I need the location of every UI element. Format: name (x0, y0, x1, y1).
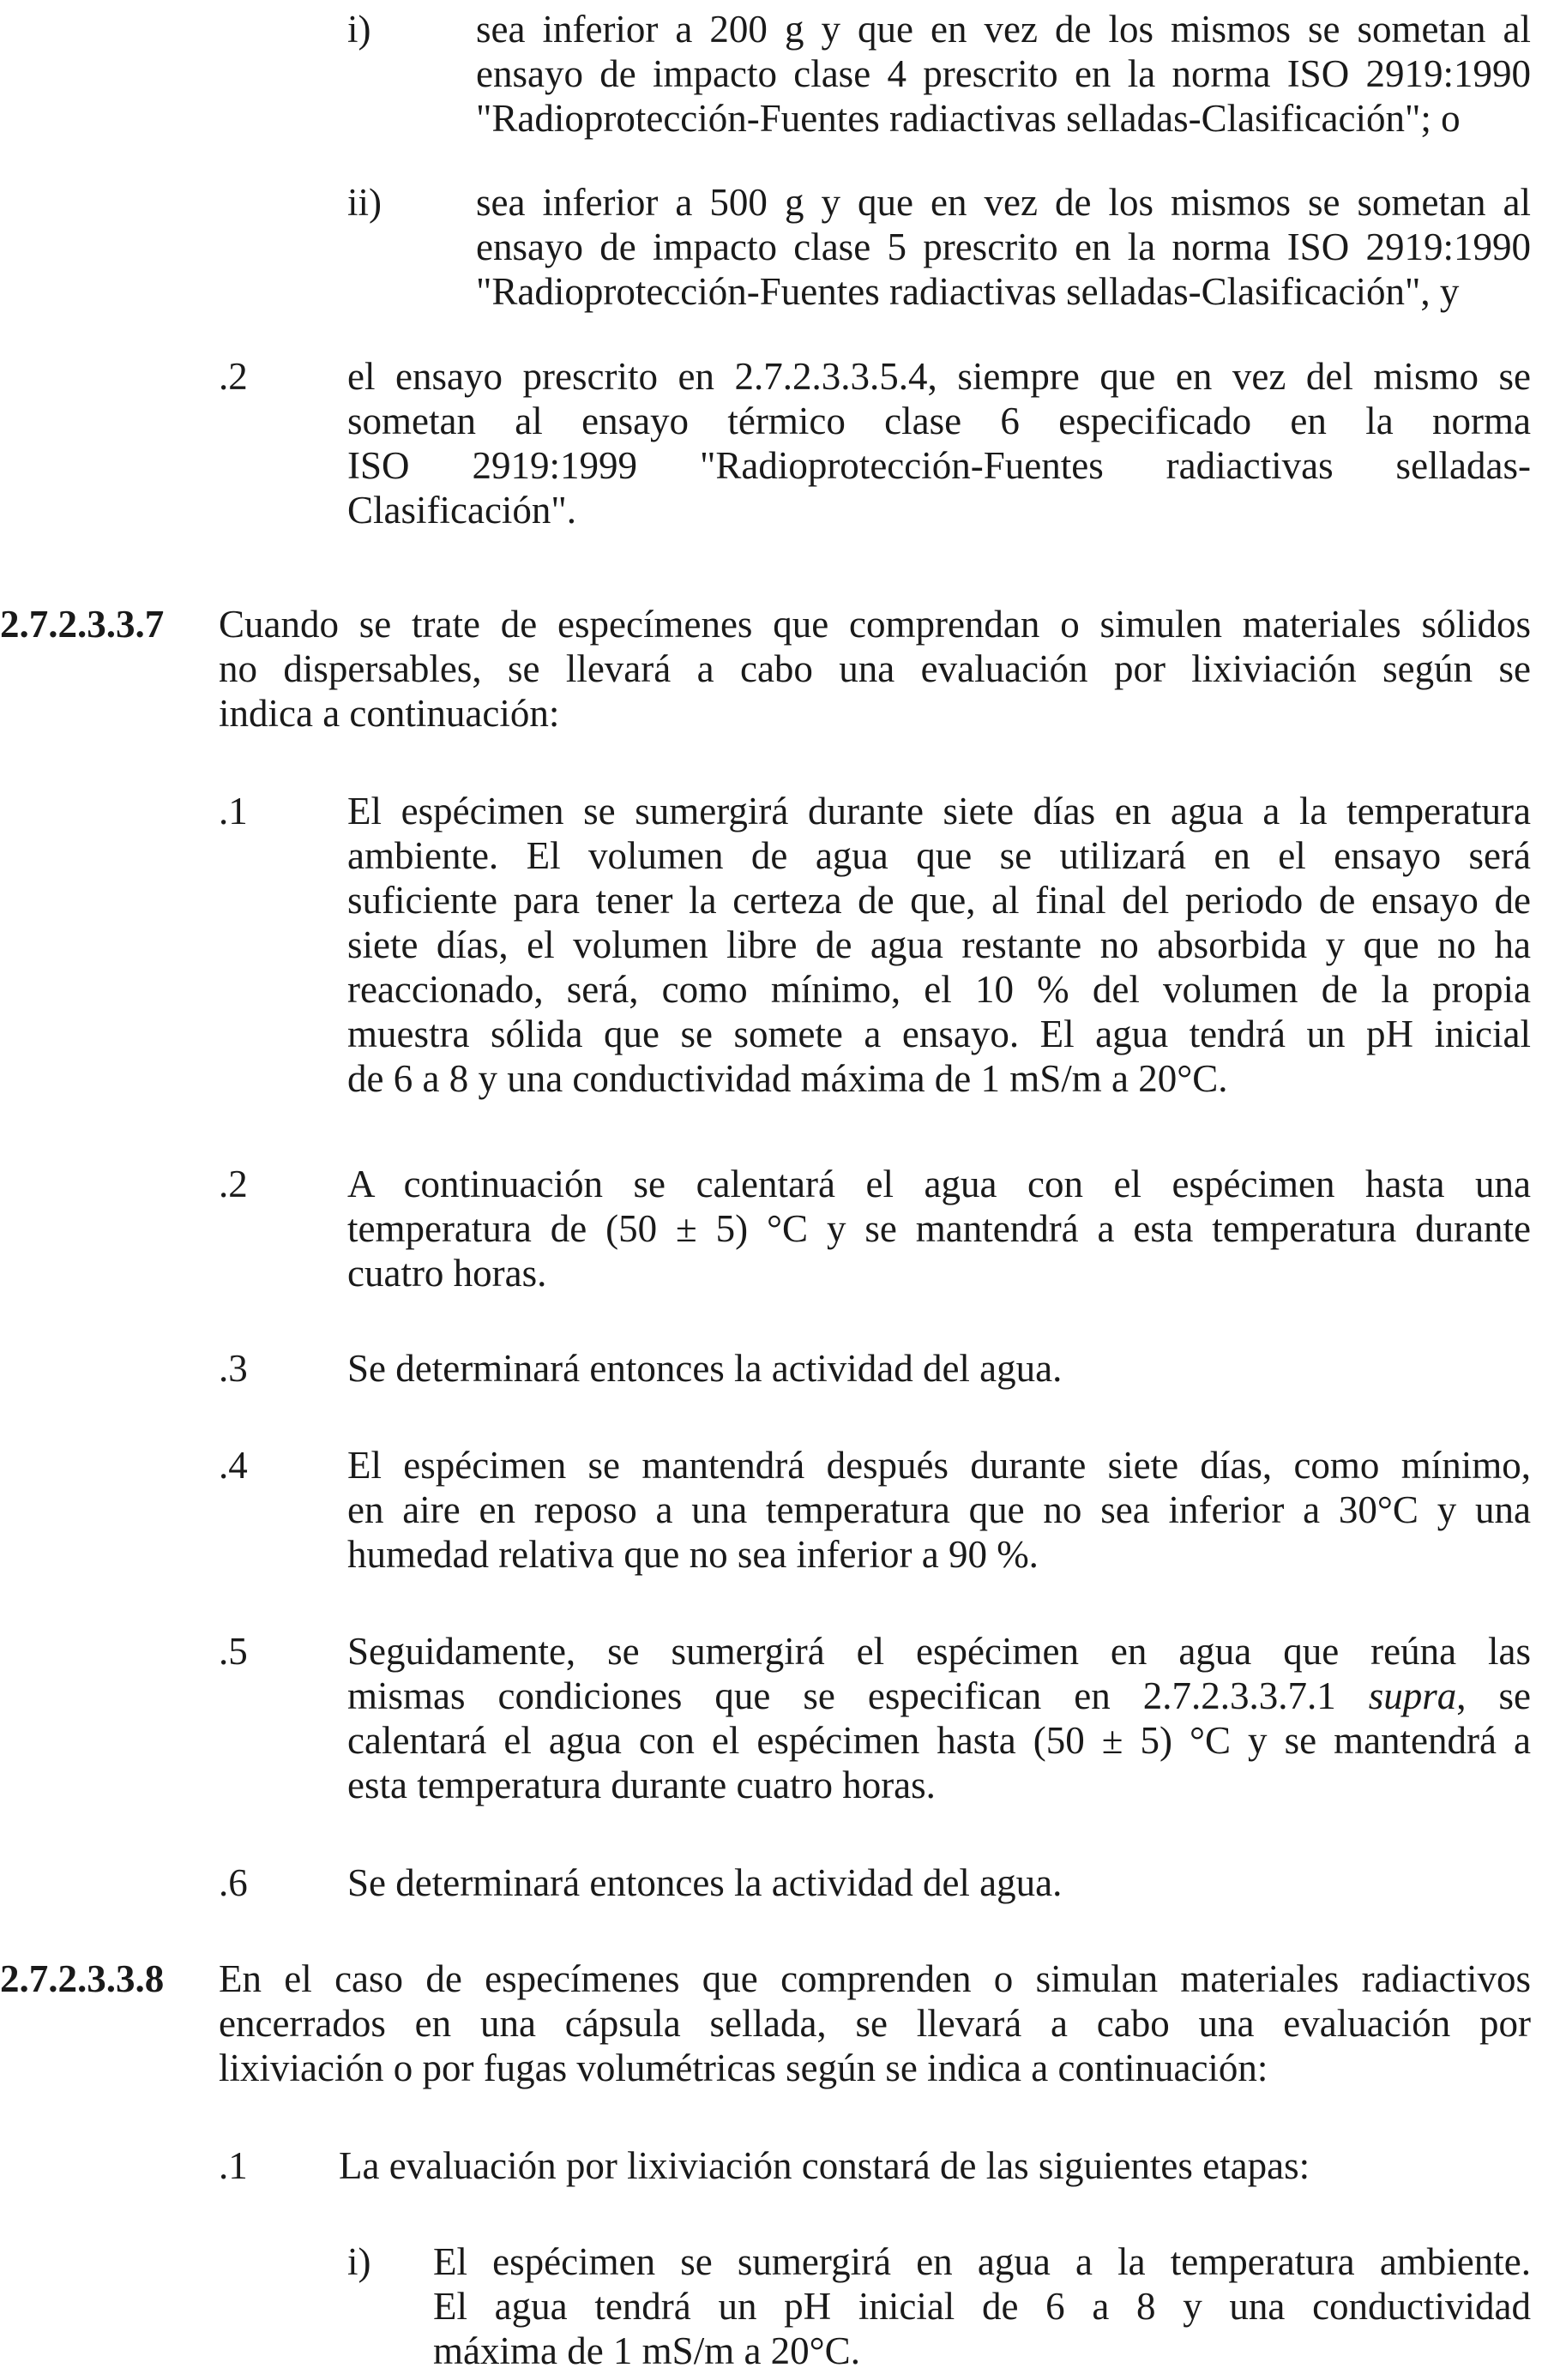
text-line: esta temperatura durante cuatro horas. (347, 1764, 936, 1806)
paragraph (476, 7, 1531, 141)
text-line: en aire en reposo a una temperatura que no sea inferior a 30°C y una (347, 1488, 1531, 1531)
text-line: A continuación se calentará el agua con el espécimen hasta una (347, 1163, 1531, 1205)
text-line: sea inferior a 200 g y que en vez de los mismos se sometan al (476, 8, 1531, 51)
italic-term: supra (1368, 1674, 1457, 1717)
text-line: Cuando se trate de especímenes que comprendan o simulen materiales sólidos (219, 603, 1531, 646)
text-line: ISO 2919:1999 "Radioprotección-Fuentes radiactivas selladas- (347, 444, 1531, 487)
paragraph (219, 1956, 1531, 2090)
paragraph (347, 1629, 1531, 1807)
text-line: suficiente para tener la certeza de que, al final del periodo de ensayo de (347, 879, 1531, 922)
item-number: .5 (219, 1630, 248, 1673)
text-line: humedad relativa que no sea inferior a 90 %. (347, 1533, 1039, 1576)
text-line: El espécimen se mantendrá después durante siete días, como mínimo, (347, 1444, 1531, 1487)
text-line: siete días, el volumen libre de agua restante no absorbida y que no ha (347, 923, 1531, 966)
text-fragment: , se (1456, 1674, 1531, 1717)
text-line: temperatura de (50 ± 5) °C y se mantendrá a esta temperatura durante (347, 1207, 1531, 1250)
paragraph (347, 1443, 1531, 1577)
text-line: cuatro horas. (347, 1252, 547, 1295)
text-line (347, 1674, 1531, 1718)
text-line: encerrados en una cápsula sellada, se llevará a cabo una evaluación por (219, 2002, 1531, 2045)
section-number: 2.7.2.3.3.8 (0, 1957, 165, 2000)
text-line: indica a continuación: (219, 692, 560, 735)
text-line: El espécimen se sumergirá en agua a la temperatura ambiente. (433, 2240, 1531, 2283)
text-line: reaccionado, será, como mínimo, el 10 % del volumen de la propia (347, 968, 1531, 1011)
text-line: no dispersables, se llevará a cabo una evaluación por lixiviación según se (219, 647, 1531, 690)
item-number: i) (347, 2240, 371, 2283)
paragraph (347, 789, 1531, 1101)
paragraph (347, 354, 1531, 532)
text-line: "Radioprotección-Fuentes radiactivas selladas-Clasificación", y (476, 270, 1460, 313)
text-line: lixiviación o por fugas volumétricas según se indica a continuación: (219, 2046, 1268, 2089)
paragraph (347, 1162, 1531, 1295)
text-line: ensayo de impacto clase 5 prescrito en la norma ISO 2919:1990 (476, 225, 1531, 268)
paragraph (433, 2239, 1531, 2373)
text-line: el ensayo prescrito en 2.7.2.3.3.5.4, siempre que en vez del mismo se (347, 355, 1531, 398)
item-number: .4 (219, 1444, 248, 1487)
text-fragment: mismas condiciones que se especifican en 2.7.2.3.3.7.1 (347, 1674, 1336, 1717)
text-line: En el caso de especímenes que comprenden o simulan materiales radiactivos (219, 1957, 1531, 2000)
text-line: ambiente. El volumen de agua que se utilizará en el ensayo será (347, 834, 1531, 877)
section-number: 2.7.2.3.3.7 (0, 603, 165, 646)
text-line: "Radioprotección-Fuentes radiactivas selladas-Clasificación"; o (476, 97, 1461, 140)
text-line: máxima de 1 mS/m a 20°C. (433, 2329, 860, 2372)
item-number: .2 (219, 355, 248, 398)
text-line: El espécimen se sumergirá durante siete días en agua a la temperatura (347, 790, 1531, 832)
paragraph (347, 1346, 1531, 1391)
item-number: .1 (219, 790, 248, 832)
text-line: ensayo de impacto clase 4 prescrito en la norma ISO 2919:1990 (476, 52, 1531, 95)
item-number: ii) (347, 181, 382, 224)
text-line: Se determinará entonces la actividad del agua. (347, 1347, 1063, 1390)
text-line: Se determinará entonces la actividad del agua. (347, 1861, 1063, 1904)
item-number: .3 (219, 1347, 248, 1390)
paragraph (347, 1860, 1531, 1905)
text-line: Clasificación". (347, 489, 577, 532)
item-number: i) (347, 8, 371, 51)
text-line: sometan al ensayo térmico clase 6 especificado en la norma (347, 400, 1531, 442)
paragraph (339, 2143, 1531, 2188)
text-line: calentará el agua con el espécimen hasta (50 ± 5) °C y se mantendrá a (347, 1719, 1531, 1762)
paragraph (219, 602, 1531, 736)
text-line: sea inferior a 500 g y que en vez de los mismos se sometan al (476, 181, 1531, 224)
item-number: .1 (219, 2144, 248, 2187)
item-number: .6 (219, 1861, 248, 1904)
text-line: La evaluación por lixiviación constará de las siguientes etapas: (339, 2144, 1310, 2187)
item-number: .2 (219, 1163, 248, 1205)
text-line: de 6 a 8 y una conductividad máxima de 1 mS/m a 20°C. (347, 1057, 1228, 1100)
text-line: El agua tendrá un pH inicial de 6 a 8 y una conductividad (433, 2285, 1531, 2328)
text-line: Seguidamente, se sumergirá el espécimen en agua que reúna las (347, 1630, 1531, 1673)
text-line: muestra sólida que se somete a ensayo. El agua tendrá un pH inicial (347, 1013, 1531, 1055)
paragraph (476, 180, 1531, 314)
